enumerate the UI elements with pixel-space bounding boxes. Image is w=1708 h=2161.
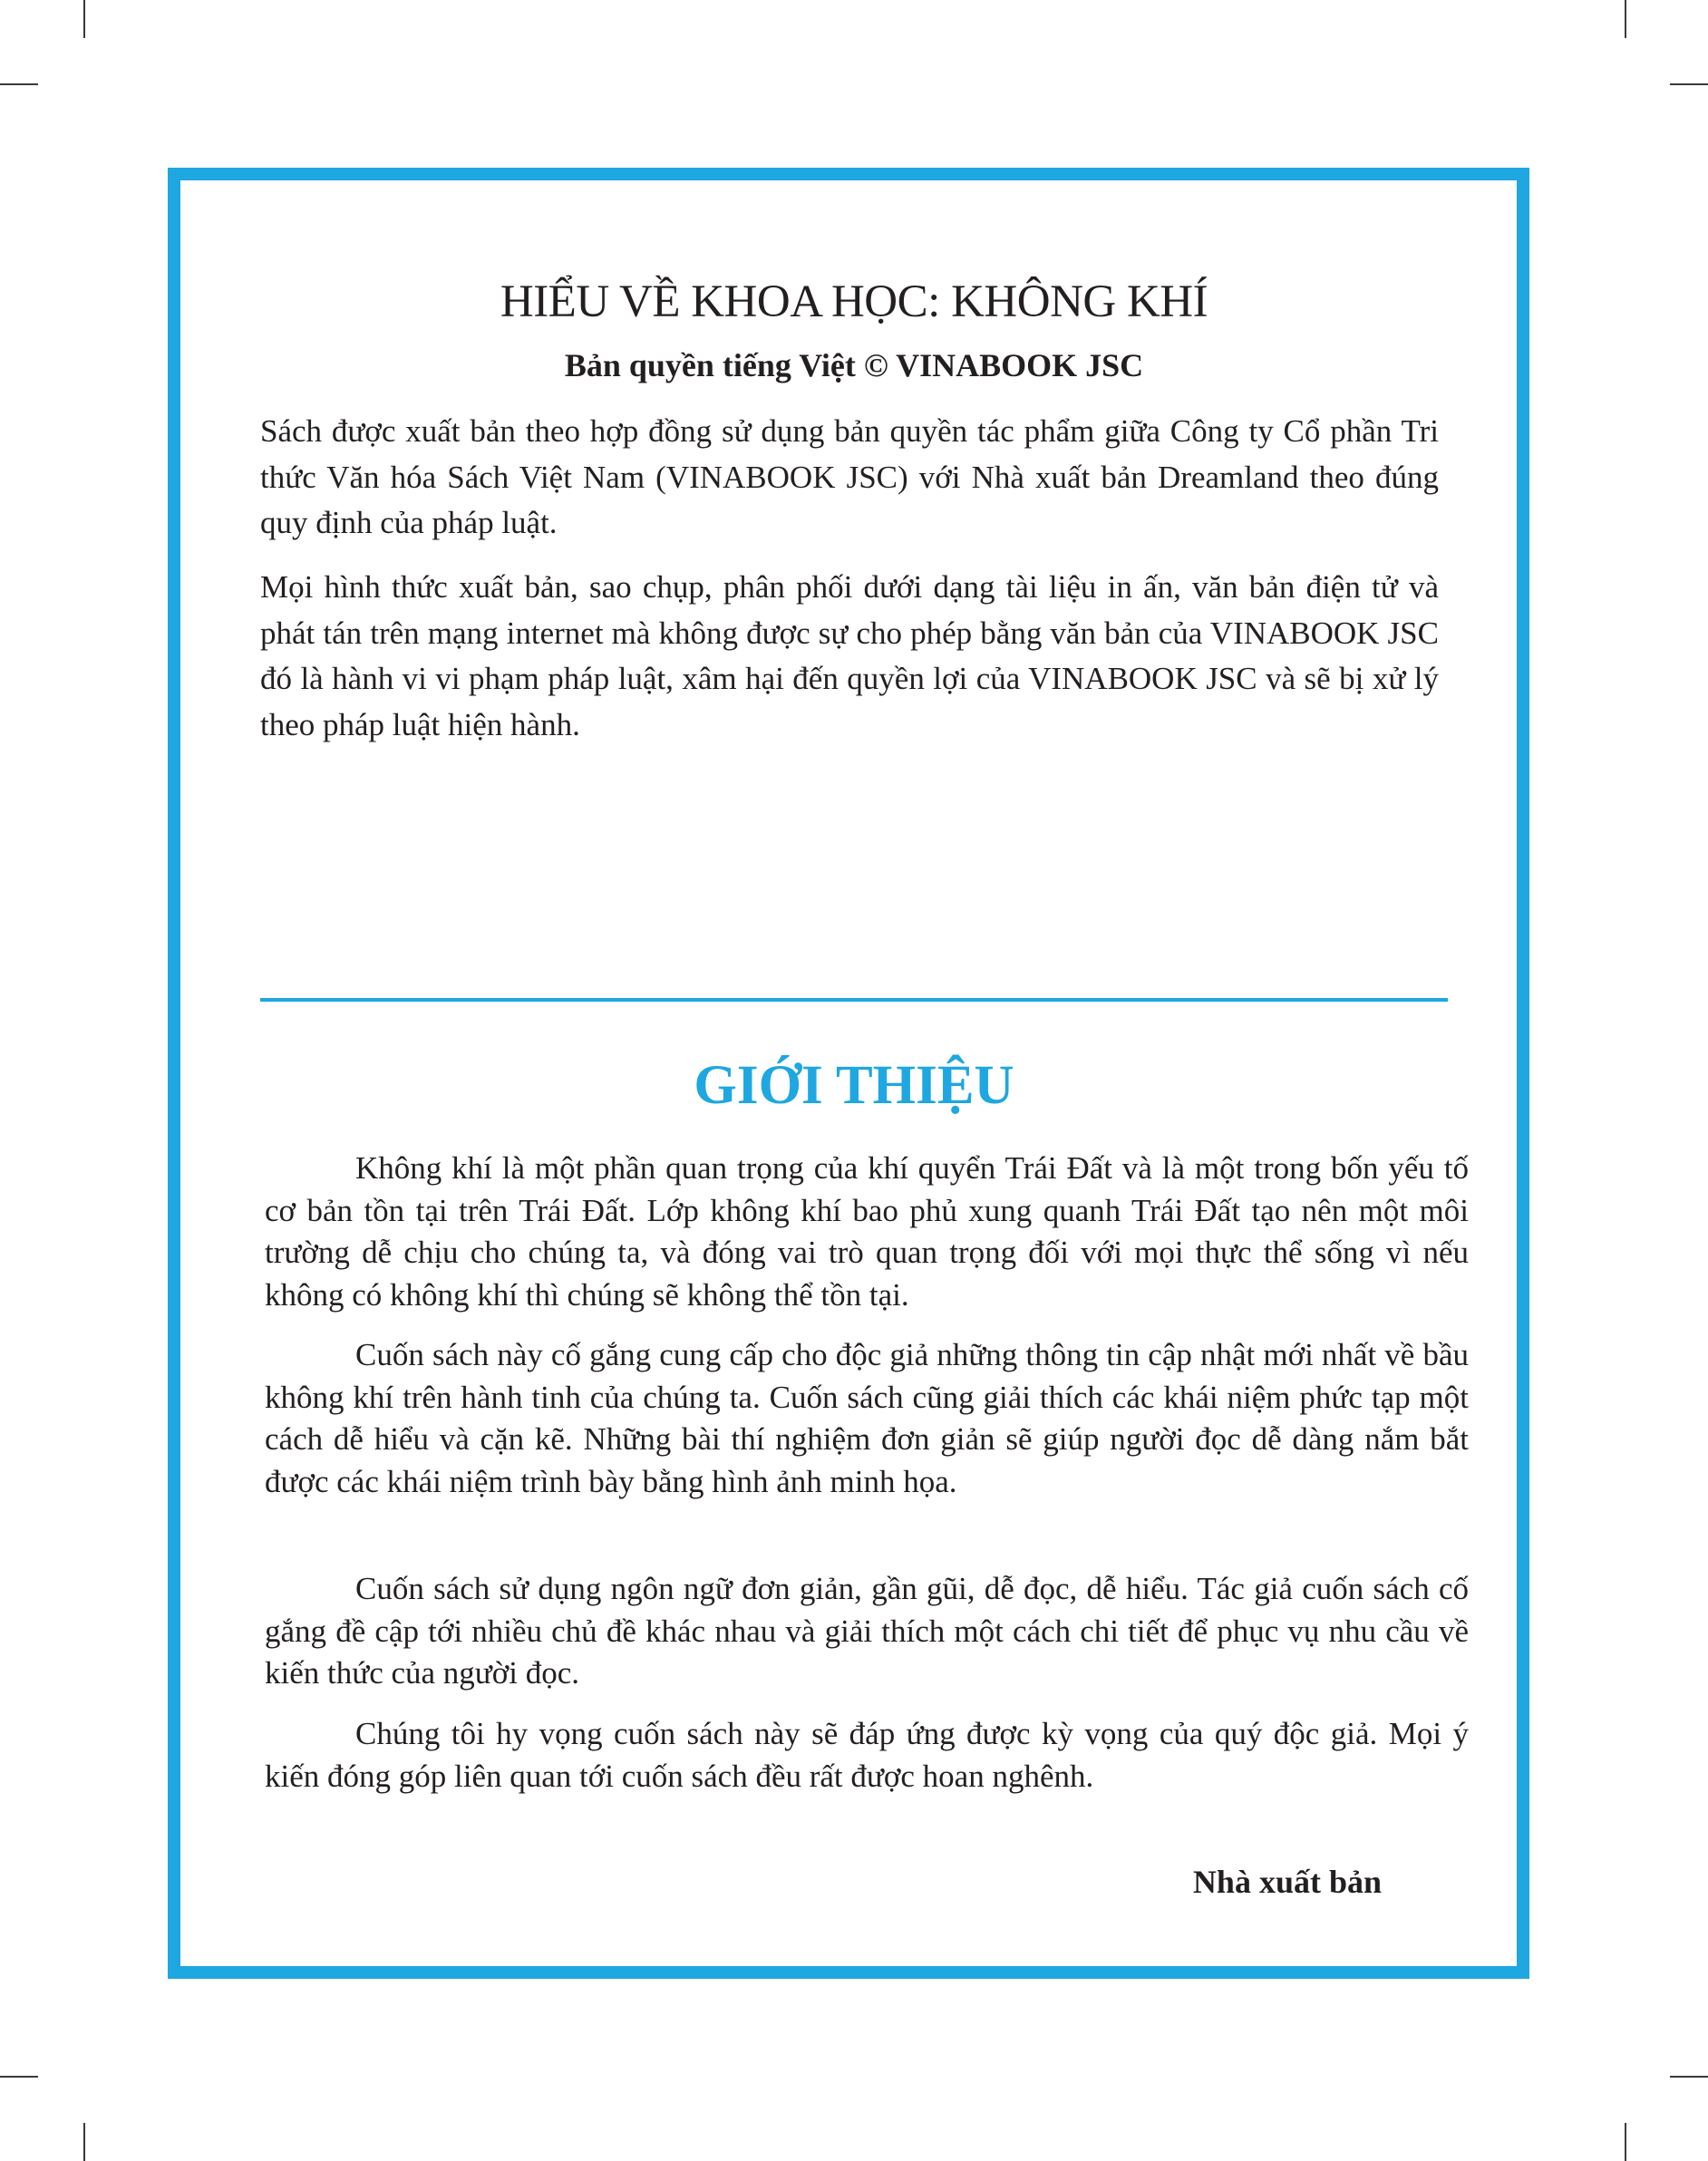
introduction-heading: GIỚI THIỆU <box>694 1055 1014 1116</box>
crop-mark-top-left <box>0 83 38 85</box>
introduction-paragraph: Cuốn sách sử dụng ngôn ngữ đơn giản, gần gũi, dễ đọc, dễ hiểu. Tác giả cuốn sách cố gắng đề cập tới nhiều chủ đề khác nhau và giải thích một cách chi tiết để phục vụ nhu cầu về kiến thức của người đọc. <box>265 1571 1469 1691</box>
crop-mark-top-right <box>1670 83 1708 85</box>
crop-mark-bottom-left <box>0 2076 38 2078</box>
introduction-paragraph: Cuốn sách này cố gắng cung cấp cho độc giả những thông tin cập nhật mới nhất về bầu không khí trên hành tinh của chúng ta. Cuốn sách cũng giải thích các khái niệm phức tạp một cách dễ hiểu và cặn kẽ. Những bài thí nghiệm đơn giản sẽ giúp người đọc dễ dàng nắm bắt được các khái niệm trình bày bằng hình ảnh minh họa. <box>265 1337 1469 1499</box>
introduction-paragraph: Không khí là một phần quan trọng của khí quyển Trái Đất và là một trong bốn yếu tố cơ bản tồn tại trên Trái Đất. Lớp không khí bao phủ xung quanh Trái Đất tạo nên một môi trường dễ chịu cho chúng ta, và đóng vai trò quan trọng đối với mọi thực thể sống vì nếu không có không khí thì chúng sẽ không thể tồn tại. <box>265 1150 1469 1313</box>
section-divider <box>260 998 1448 1002</box>
crop-mark-bottom-right <box>1625 2123 1626 2161</box>
crop-mark-top-right <box>1625 0 1626 38</box>
crop-mark-top-left <box>83 0 85 38</box>
introduction-paragraph: Chúng tôi hy vọng cuốn sách này sẽ đáp ứng được kỳ vọng của quý độc giả. Mọi ý kiến đóng góp liên quan tới cuốn sách đều rất được hoan nghênh. <box>265 1716 1469 1794</box>
publisher-signature: Nhà xuất bản <box>1192 1864 1382 1900</box>
crop-mark-bottom-left <box>83 2123 85 2161</box>
copyright-paragraph: Sách được xuất bản theo hợp đồng sử dụng bản quyền tác phẩm giữa Công ty Cổ phần Tri thức Văn hóa Sách Việt Nam (VINABOOK JSC) với Nhà xuất bản Dreamland theo đúng quy định của pháp luật. <box>260 413 1439 540</box>
copyright-line: Bản quyền tiếng Việt © VINABOOK JSC <box>564 347 1144 383</box>
crop-mark-bottom-right <box>1670 2076 1708 2078</box>
copyright-paragraph: Mọi hình thức xuất bản, sao chụp, phân phối dưới dạng tài liệu in ấn, văn bản điện tử và phát tán trên mạng internet mà không được sự cho phép bằng văn bản của VINABOOK JSC đó là hành vi vi phạm pháp luật, xâm hại đến quyền lợi của VINABOOK JSC và sẽ bị xử lý theo pháp luật hiện hành. <box>260 569 1439 742</box>
book-title: HIỂU VỀ KHOA HỌC: KHÔNG KHÍ <box>500 276 1208 327</box>
